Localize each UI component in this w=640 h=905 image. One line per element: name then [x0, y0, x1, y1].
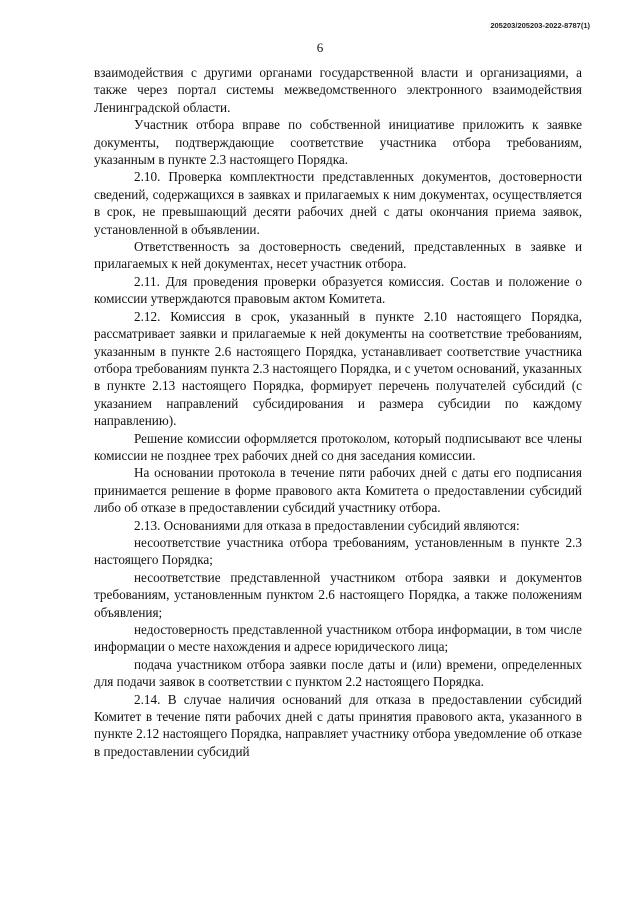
paragraph: несоответствие участника отбора требованиям, установленным в пункте 2.3 настоящего Порядка;	[94, 534, 582, 568]
paragraph: взаимодействия с другими органами государственной власти и организациями, а также через портал системы межведомственного электронного взаимодействия Ленинградской области.	[94, 65, 582, 115]
paragraph: 2.14. В случае наличия оснований для отказа в предоставлении субсидий Комитет в течение пяти рабочих дней с даты принятия правового акта, указанного в пункте 2.12 настоящего Порядка, направляет участнику отбора уведомление об отказе в предоставлении субсидий	[94, 691, 582, 759]
paragraph: 2.13. Основаниями для отказа в предоставлении субсидий являются:	[134, 517, 520, 533]
document-body	[94, 64, 582, 760]
paragraph: Решение комиссии оформляется протоколом, который подписывают все члены комиссии не позднее трех рабочих дней со дня заседания комиссии.	[94, 430, 582, 463]
document-id: 205203/205203-2022-8787(1)	[490, 21, 590, 30]
paragraph: 2.10. Проверка комплектности представленных документов, достоверности сведений, содержащихся в заявках и прилагаемых к ним документах, осуществляется в срок, не превышающий десяти рабочих дней с даты окончания приема заявок, установленной в объявлении.	[94, 169, 582, 237]
page-number: 6	[316, 40, 324, 55]
paragraph: Участник отбора вправе по собственной инициативе приложить к заявке документы, подтверждающие соответствие участника отбора требованиям, указанным в пункте 2.3 настоящего Порядка.	[94, 117, 582, 168]
paragraph: подача участником отбора заявки после даты и (или) времени, определенных для подачи заявок в соответствии с пунктом 2.2 настоящего Порядка.	[94, 656, 582, 690]
paragraph: 2.12. Комиссия в срок, указанный в пункте 2.10 настоящего Порядка, рассматривает заявки и прилагаемые к ней документы на соответствие требованиям, указанным в пункте 2.6 настоящего Порядка, устанавливает соответствие участника отбора требованиям пункта 2.3 настоящего Порядка, и с учетом оснований, указанных в пункте 2.13 настоящего Порядка, формирует перечень получателей субсидий (с указанием направлений субсидирования и размера субсидии по каждому направлению).	[94, 308, 582, 429]
paragraph: недостоверность представленной участником отбора информации, в том числе информации о месте нахождения и адресе юридического лица;	[94, 622, 582, 655]
paragraph: 2.11. Для проведения проверки образуется комиссия. Состав и положение о комиссии утверждаются правовым актом Комитета.	[94, 273, 582, 307]
paragraph: несоответствие представленной участником отбора заявки и документов требованиям, установленным пунктом 2.6 настоящего Порядка, а также положениям объявления;	[94, 569, 582, 620]
paragraph: Ответственность за достоверность сведений, представленных в заявке и прилагаемых к ней документах, несет участник отбора.	[94, 239, 582, 272]
paragraph: На основании протокола в течение пяти рабочих дней с даты его подписания принимается решение в форме правового акта Комитета о предоставлении субсидий либо об отказе в предоставлении субсидий участнику отбора.	[94, 465, 582, 516]
